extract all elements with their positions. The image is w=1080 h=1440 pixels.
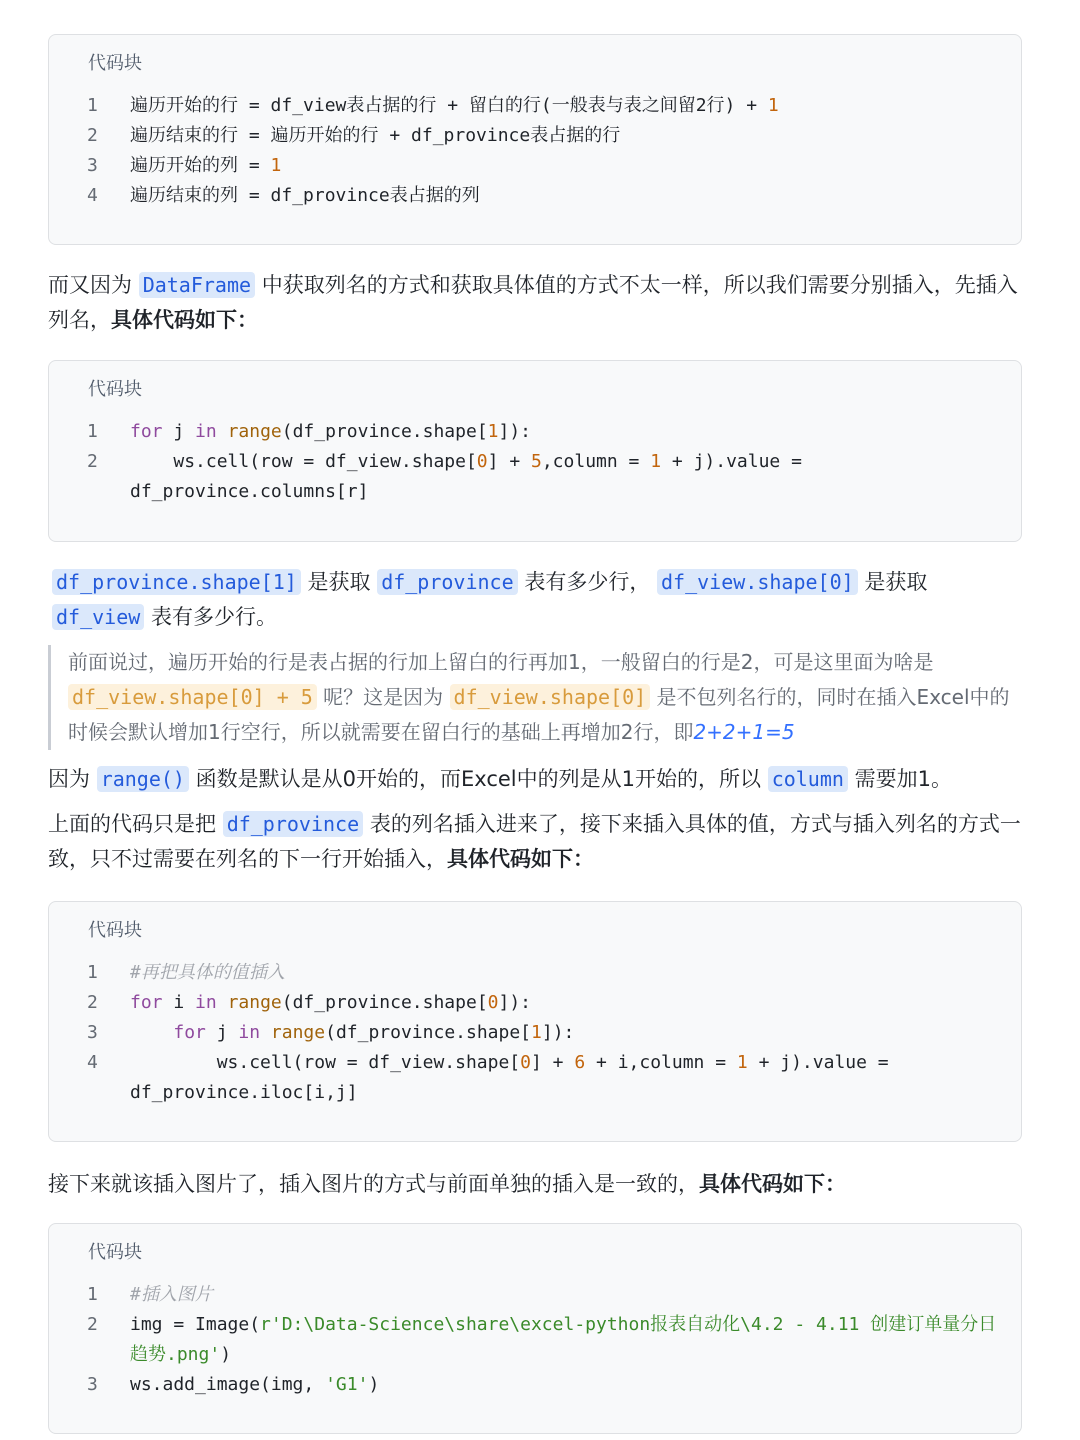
code-text: df_province.iloc[i,j] xyxy=(130,1082,358,1103)
code-block-2[interactable] xyxy=(48,360,1022,542)
code-line xyxy=(49,958,1021,988)
line-number: 2 xyxy=(87,1314,98,1335)
code-block-label: 代码块 xyxy=(88,53,142,74)
bold-text: 具体代码如下： xyxy=(447,847,594,871)
inline-code: DataFrame xyxy=(139,272,255,298)
code-text: df_province.columns[r] xyxy=(130,481,369,502)
formula: 2+2+1=5 xyxy=(693,720,795,744)
code-block-1[interactable] xyxy=(48,34,1022,245)
line-number: 3 xyxy=(87,1022,98,1043)
paragraph-4: 上面的代码只是把 df_province 表的列名插入进来了，接下来插入具体的值，方式与插入列名的方式一致，只不过需要在列名的下一行开始插入，具体代码如下： xyxy=(48,812,1021,871)
inline-code: column xyxy=(768,766,848,792)
code-text: 遍历结束的行 = 遍历开始的行 + df_province表占据的行 xyxy=(130,125,621,146)
code-lines xyxy=(49,403,1021,507)
code-text: 遍历开始的列 = 1 xyxy=(130,155,282,176)
code-line xyxy=(49,151,1021,181)
inline-code: df_province.shape[1] xyxy=(52,569,301,595)
inline-code: df_province xyxy=(377,569,517,595)
code-line xyxy=(49,1310,1021,1370)
code-block-3[interactable] xyxy=(48,901,1022,1142)
code-text: 遍历结束的列 = df_province表占据的列 xyxy=(130,185,480,206)
blockquote: 前面说过，遍历开始的行是表占据的行加上留白的行再加1，一般留白的行是2，可是这里面为啥是 df_view.shape[0] + 5 呢？这是因为 df_view.shape[0] 是不包列名行的，同时在插入Excel中的时候会默认增加1行空行，所以就需要在留白行的基础上再增加2行，即2+2+1=5 xyxy=(48,645,1022,750)
paragraph-5: 接下来就该插入图片了，插入图片的方式与前面单独的插入是一致的，具体代码如下： xyxy=(48,1172,846,1196)
code-line xyxy=(49,91,1021,121)
code-lines xyxy=(49,77,1021,211)
code-line xyxy=(49,1370,1021,1400)
code-comment: #再把具体的值插入 xyxy=(130,962,285,983)
bold-text: 具体代码如下： xyxy=(111,308,258,332)
code-line-continuation xyxy=(49,1078,1021,1108)
inline-code: df_view.shape[0] xyxy=(450,684,651,710)
code-text: ws.cell(row = df_view.shape[0] + 6 + i,column = 1 + j).value = xyxy=(130,1052,889,1073)
line-number: 2 xyxy=(87,125,98,146)
line-number: 3 xyxy=(87,155,98,176)
line-number: 2 xyxy=(87,992,98,1013)
code-line xyxy=(49,1018,1021,1048)
code-lines xyxy=(49,944,1021,1108)
code-block-label: 代码块 xyxy=(88,920,142,941)
code-text: ws.cell(row = df_view.shape[0] + 5,column = 1 + j).value = xyxy=(130,451,802,472)
inline-code: df_province xyxy=(223,811,363,837)
document-page xyxy=(48,34,1022,1434)
paragraph-1: 而又因为 DataFrame 中获取列名的方式和获取具体值的方式不太一样，所以我们需要分别插入，先插入列名，具体代码如下： xyxy=(48,273,1018,332)
paragraph-2: df_province.shape[1] 是获取 df_province 表有多少行， df_view.shape[0] 是获取 df_view 表有多少行。 xyxy=(48,565,1022,635)
code-line xyxy=(49,988,1021,1018)
code-block-4[interactable] xyxy=(48,1223,1022,1434)
code-text: for i in range(df_province.shape[0]): xyxy=(130,992,532,1013)
code-line xyxy=(49,1048,1021,1078)
line-number: 2 xyxy=(87,451,98,472)
code-text: for j in range(df_province.shape[1]): xyxy=(130,421,532,442)
inline-code: df_view.shape[0] xyxy=(657,569,858,595)
line-number: 4 xyxy=(87,1052,98,1073)
code-lines xyxy=(49,1266,1021,1400)
code-comment: #插入图片 xyxy=(130,1284,213,1305)
code-line xyxy=(49,447,1021,477)
bold-text: 具体代码如下： xyxy=(699,1172,846,1196)
code-block-label: 代码块 xyxy=(88,379,142,400)
code-line xyxy=(49,417,1021,447)
code-line xyxy=(49,181,1021,211)
line-number: 1 xyxy=(87,1284,98,1305)
code-text: for j in range(df_province.shape[1]): xyxy=(173,1022,575,1043)
code-text: 遍历开始的行 = df_view表占据的行 + 留白的行(一般表与表之间留2行) + 1 xyxy=(130,95,779,116)
code-text: img = Image(r'D:\Data-Science\share\excel-python报表自动化\4.2 - 4.11 创建订单量分日趋势.png') xyxy=(130,1314,997,1365)
line-number: 1 xyxy=(87,962,98,983)
line-number: 3 xyxy=(87,1374,98,1395)
line-number: 1 xyxy=(87,421,98,442)
code-text: ws.add_image(img, 'G1') xyxy=(130,1374,380,1395)
code-line xyxy=(49,121,1021,151)
inline-code: df_view.shape[0] + 5 xyxy=(68,684,317,710)
line-number: 1 xyxy=(87,95,98,116)
inline-code: df_view xyxy=(52,604,144,630)
inline-code: range() xyxy=(97,766,189,792)
code-line xyxy=(49,1280,1021,1310)
code-block-label: 代码块 xyxy=(88,1242,142,1263)
code-line-continuation xyxy=(49,477,1021,507)
paragraph-3: 因为 range() 函数是默认是从0开始的，而Excel中的列是从1开始的，所以 column 需要加1。 xyxy=(48,767,952,791)
line-number: 4 xyxy=(87,185,98,206)
